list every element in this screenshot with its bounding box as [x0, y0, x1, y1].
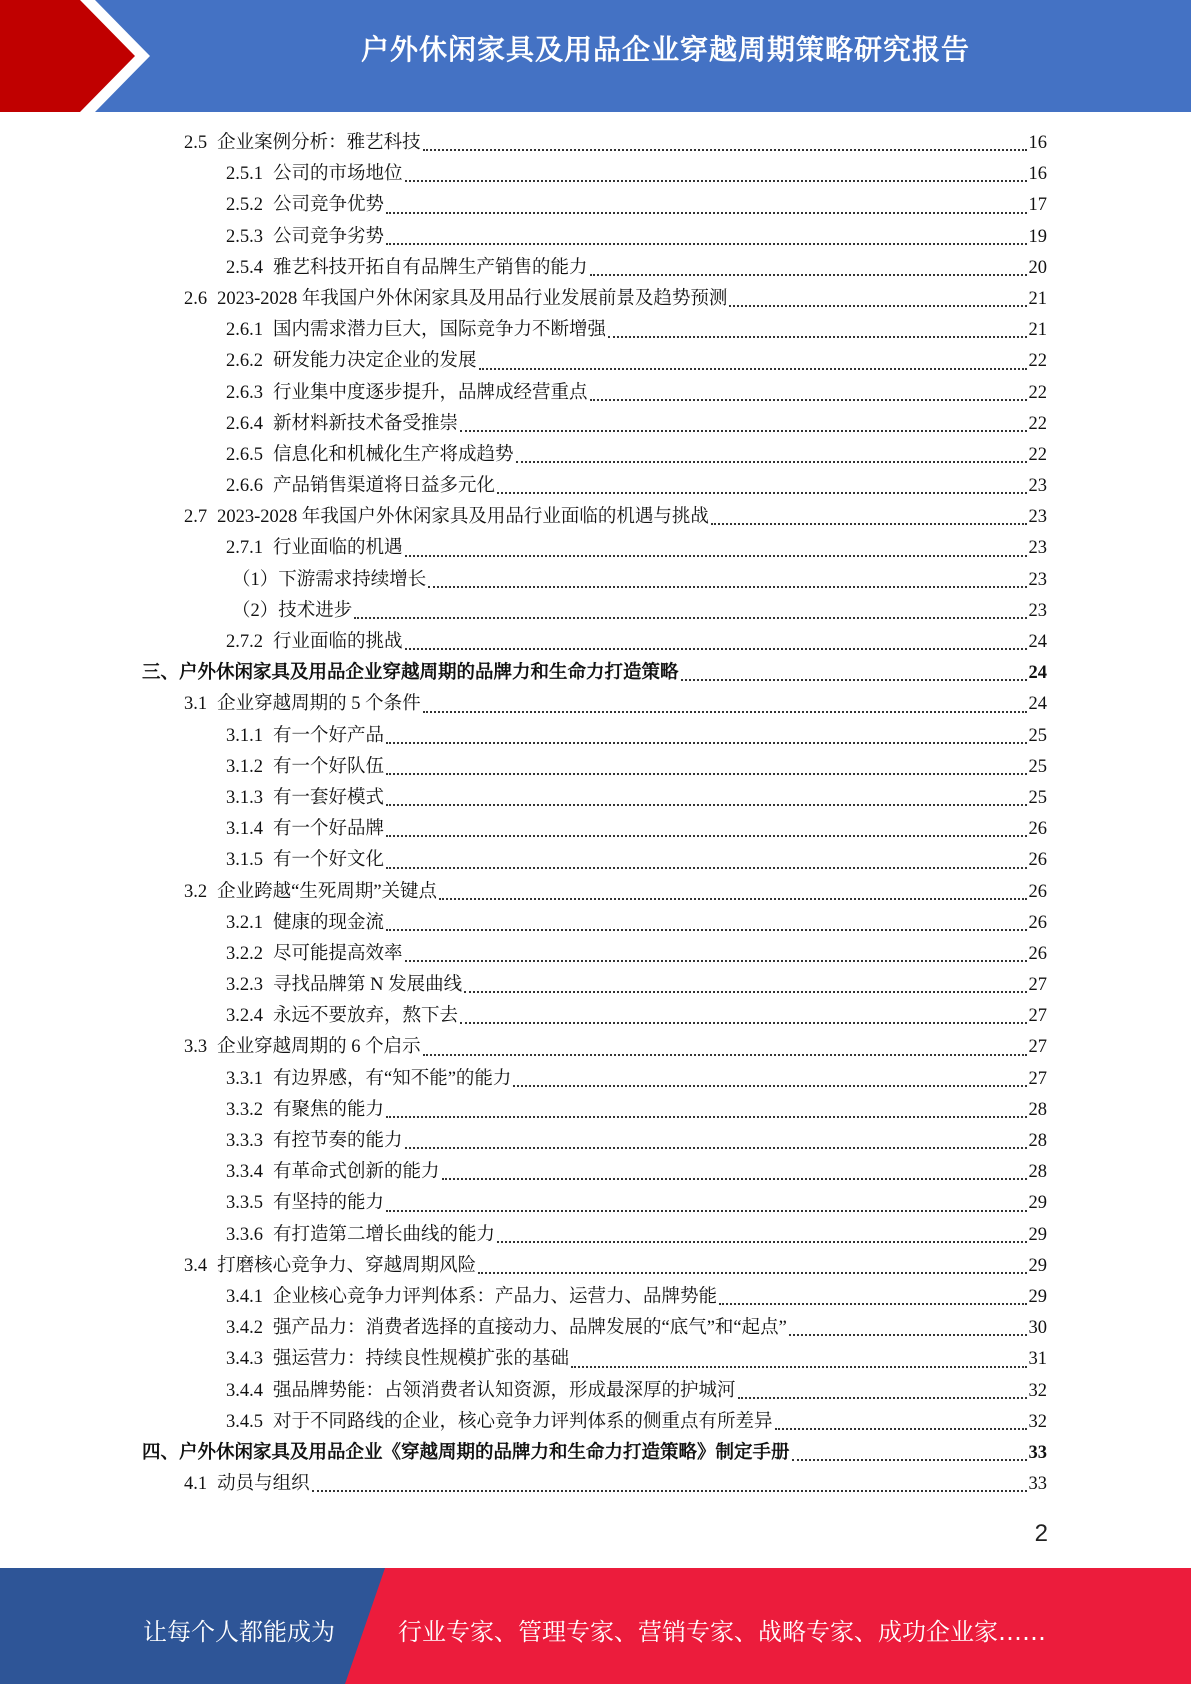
toc-entry-title: 2023-2028 年我国户外休闲家具及用品行业发展前景及趋势预测 — [217, 288, 728, 309]
toc-entry-number: 3.3.4 — [226, 1162, 263, 1183]
toc-entry-page: 20 — [1028, 257, 1047, 278]
toc-entry[interactable] — [142, 1469, 1047, 1500]
toc-entry[interactable] — [142, 1126, 1047, 1157]
toc-entry[interactable] — [142, 159, 1047, 190]
toc-entry-title: 公司竞争劣势 — [273, 226, 385, 247]
toc-entry-title: 尽可能提高效率 — [273, 943, 403, 964]
toc-entry-page: 26 — [1028, 819, 1047, 840]
toc-entry-title: 技术进步 — [278, 600, 353, 621]
toc-entry-number: 2.7 — [184, 507, 208, 528]
toc-entry-page: 28 — [1028, 1099, 1047, 1120]
toc-dot-leader — [497, 1241, 1026, 1243]
toc-entry-title: 企业案例分析：雅艺科技 — [217, 133, 421, 153]
toc-entry-page: 22 — [1028, 351, 1047, 372]
toc-entry-page: 23 — [1028, 600, 1047, 621]
toc-entry[interactable] — [142, 128, 1047, 159]
toc-entry-page: 21 — [1028, 288, 1047, 309]
toc-dot-leader — [792, 1459, 1027, 1461]
toc-entry-page: 28 — [1028, 1131, 1047, 1151]
toc-entry-title: 户外休闲家具及用品企业《穿越周期的品牌力和生命力打造策略》制定手册 — [179, 1442, 790, 1463]
toc-entry-page: 17 — [1028, 195, 1047, 216]
footer-slogan-right: 行业专家、管理专家、营销专家、战略专家、成功企业家…… — [398, 1618, 1046, 1646]
toc-entry-title: 对于不同路线的企业，核心竞争力评判体系的侧重点有所差异 — [273, 1411, 773, 1432]
toc-entry-number: 2.5.1 — [226, 164, 263, 185]
toc-entry-page: 32 — [1028, 1380, 1047, 1401]
toc-entry-title: 打磨核心竞争力、穿越周期风险 — [217, 1255, 477, 1276]
toc-entry-title: 行业面临的机遇 — [273, 538, 403, 559]
toc-entry-number: （2） — [232, 600, 279, 621]
page-footer — [0, 1568, 1191, 1684]
toc-entry[interactable] — [142, 222, 1047, 253]
toc-entry[interactable] — [142, 1344, 1047, 1375]
toc-entry-page: 27 — [1028, 1006, 1047, 1027]
toc-entry-page: 26 — [1028, 943, 1047, 964]
toc-entry-title: 有一个好文化 — [273, 850, 385, 871]
toc-entry-number: （1） — [232, 569, 279, 590]
toc-entry-number: 3.1.3 — [226, 787, 263, 808]
toc-entry-title: 有打造第二增长曲线的能力 — [273, 1224, 496, 1245]
page-header — [0, 0, 1191, 112]
toc-entry-title: 有一套好模式 — [273, 787, 385, 808]
toc-entry-number: 2.5 — [184, 133, 208, 153]
toc-entry-page: 29 — [1028, 1255, 1047, 1276]
toc-entry-title: 永远不要放弃，熬下去 — [273, 1006, 459, 1027]
toc-entry[interactable] — [142, 658, 1047, 689]
toc-dot-leader — [571, 1366, 1026, 1368]
toc-entry-title: 国内需求潜力巨大，国际竞争力不断增强 — [273, 320, 607, 341]
toc-entry[interactable] — [142, 471, 1047, 502]
toc-entry[interactable] — [142, 565, 1047, 596]
toc-entry[interactable] — [142, 346, 1047, 377]
toc-dot-leader — [789, 1334, 1027, 1336]
toc-dot-leader — [386, 243, 1026, 245]
toc-entry-page: 23 — [1028, 476, 1047, 497]
toc-entry-page: 16 — [1028, 164, 1047, 185]
toc-entry-page: 32 — [1028, 1411, 1047, 1432]
toc-dot-leader — [460, 1022, 1026, 1024]
toc-entry[interactable] — [142, 1282, 1047, 1313]
toc-entry-number: 2.6.4 — [226, 413, 263, 434]
toc-dot-leader — [386, 929, 1026, 931]
toc-entry-number: 2.7.1 — [226, 538, 263, 559]
toc-entry-page: 27 — [1028, 975, 1047, 996]
toc-dot-leader — [386, 773, 1026, 775]
toc-entry[interactable] — [142, 970, 1047, 1001]
toc-dot-leader — [386, 804, 1026, 806]
toc-dot-leader — [386, 742, 1026, 744]
toc-dot-leader — [423, 149, 1027, 151]
toc-entry-title: 寻找品牌第 N 发展曲线 — [273, 975, 463, 996]
toc-entry-page: 25 — [1028, 725, 1047, 746]
toc-dot-leader — [386, 835, 1026, 837]
toc-entry[interactable] — [142, 908, 1047, 939]
toc-dot-leader — [405, 648, 1027, 650]
footer-slogan-left: 让每个人都能成为 — [143, 1618, 335, 1646]
toc-entry-title: 下游需求持续增长 — [278, 569, 427, 590]
toc-entry-number: 3.1.1 — [226, 725, 263, 746]
toc-entry-page: 30 — [1028, 1318, 1047, 1339]
toc-dot-leader — [729, 305, 1026, 307]
toc-entry-number: 3.2.4 — [226, 1006, 263, 1027]
toc-entry-title: 信息化和机械化生产将成趋势 — [273, 444, 514, 465]
toc-entry-page: 26 — [1028, 850, 1047, 871]
header-chevron-decoration — [0, 0, 160, 112]
toc-dot-leader — [513, 1085, 1026, 1087]
toc-entry[interactable] — [142, 409, 1047, 440]
toc-entry-title: 产品销售渠道将日益多元化 — [273, 476, 496, 497]
toc-entry-title: 强产品力：消费者选择的直接动力、品牌发展的“底气”和“起点” — [273, 1318, 787, 1339]
toc-entry-number: 3.3.5 — [226, 1193, 263, 1214]
toc-entry-page: 27 — [1028, 1068, 1047, 1089]
toc-dot-leader — [405, 960, 1027, 962]
toc-entry-number: 3.2.2 — [226, 943, 263, 964]
toc-dot-leader — [478, 1272, 1026, 1274]
toc-dot-leader — [439, 898, 1026, 900]
toc-dot-leader — [354, 617, 1026, 619]
toc-entry[interactable] — [142, 1032, 1047, 1063]
toc-entry[interactable] — [142, 190, 1047, 221]
toc-dot-leader — [386, 1116, 1026, 1118]
toc-entry-title: 有聚焦的能力 — [273, 1099, 385, 1120]
toc-entry-page: 26 — [1028, 912, 1047, 933]
toc-entry-title: 行业集中度逐步提升，品牌成经营重点 — [273, 382, 588, 403]
toc-entry-number: 三、 — [142, 663, 180, 684]
toc-entry-number: 2.6.2 — [226, 351, 263, 372]
toc-entry-title: 有革命式创新的能力 — [273, 1162, 440, 1183]
toc-entry-title: 户外休闲家具及用品企业穿越周期的品牌力和生命力打造策略 — [179, 663, 679, 684]
toc-entry-number: 2.6.6 — [226, 476, 263, 497]
toc-dot-leader — [497, 492, 1026, 494]
toc-entry-page: 23 — [1028, 569, 1047, 590]
document-title: 户外休闲家具及用品企业穿越周期策略研究报告 — [360, 33, 970, 66]
toc-entry-page: 25 — [1028, 787, 1047, 808]
toc-entry-title: 企业核心竞争力评判体系：产品力、运营力、品牌势能 — [273, 1286, 718, 1307]
toc-entry-title: 2023-2028 年我国户外休闲家具及用品行业面临的机遇与挑战 — [217, 507, 709, 528]
toc-entry[interactable] — [142, 721, 1047, 752]
toc-entry[interactable] — [142, 1376, 1047, 1407]
toc-entry[interactable] — [142, 378, 1047, 409]
toc-entry-title: 企业穿越周期的 5 个条件 — [217, 694, 421, 715]
toc-entry-title: 企业穿越周期的 6 个启示 — [217, 1037, 421, 1058]
toc-entry-title: 强运营力：持续良性规模扩张的基础 — [273, 1349, 570, 1370]
toc-dot-leader — [428, 586, 1026, 588]
toc-entry-number: 2.5.2 — [226, 195, 263, 216]
toc-entry[interactable] — [142, 253, 1047, 284]
toc-entry-title: 有一个好品牌 — [273, 819, 385, 840]
toc-entry[interactable] — [142, 533, 1047, 564]
toc-dot-leader — [386, 1210, 1026, 1212]
toc-entry-page: 33 — [1028, 1474, 1047, 1495]
toc-dot-leader — [386, 212, 1026, 214]
toc-entry[interactable] — [142, 1407, 1047, 1438]
toc-entry-page: 24 — [1028, 663, 1047, 684]
toc-entry[interactable] — [142, 1001, 1047, 1032]
toc-entry-page: 22 — [1028, 413, 1047, 434]
toc-entry-number: 4.1 — [184, 1474, 208, 1495]
toc-entry-page: 28 — [1028, 1162, 1047, 1183]
toc-entry-page: 31 — [1028, 1349, 1047, 1370]
toc-dot-leader — [405, 1147, 1027, 1149]
toc-entry[interactable] — [142, 596, 1047, 627]
toc-entry[interactable] — [142, 1095, 1047, 1126]
toc-dot-leader — [738, 1397, 1027, 1399]
toc-entry-title: 公司竞争优势 — [273, 195, 385, 216]
toc-entry-title: 动员与组织 — [217, 1474, 310, 1495]
toc-entry-title: 研发能力决定企业的发展 — [273, 351, 477, 372]
toc-entry[interactable] — [142, 689, 1047, 720]
toc-entry[interactable] — [142, 877, 1047, 908]
toc-entry-number: 3.4.2 — [226, 1318, 263, 1339]
toc-entry-number: 3.1.4 — [226, 819, 263, 840]
toc-dot-leader — [405, 555, 1027, 557]
toc-entry-number: 3.2 — [184, 881, 208, 902]
toc-entry-page: 27 — [1028, 1037, 1047, 1058]
toc-entry-number: 3.3.2 — [226, 1099, 263, 1120]
toc-entry-title: 有边界感，有“知不能”的能力 — [273, 1068, 512, 1089]
toc-entry-title: 健康的现金流 — [273, 912, 385, 933]
toc-dot-leader — [312, 1490, 1027, 1492]
toc-entry-number: 3.4.3 — [226, 1349, 263, 1370]
toc-entry-number: 3.2.3 — [226, 975, 263, 996]
toc-entry-page: 33 — [1028, 1442, 1047, 1463]
toc-dot-leader — [590, 274, 1027, 276]
toc-dot-leader — [719, 1303, 1026, 1305]
toc-entry[interactable] — [142, 1157, 1047, 1188]
toc-entry[interactable] — [142, 502, 1047, 533]
toc-entry-page: 24 — [1028, 694, 1047, 715]
toc-dot-leader — [423, 1054, 1027, 1056]
toc-entry-number: 3.4.5 — [226, 1411, 263, 1432]
toc-dot-leader — [516, 461, 1027, 463]
toc-entry[interactable] — [142, 1064, 1047, 1095]
toc-entry-number: 3.4 — [184, 1255, 208, 1276]
toc-dot-leader — [608, 336, 1026, 338]
toc-dot-leader — [423, 711, 1027, 713]
toc-entry[interactable] — [142, 1188, 1047, 1219]
toc-entry-page: 25 — [1028, 756, 1047, 777]
toc-entry-title: 有一个好产品 — [273, 725, 385, 746]
toc-entry[interactable] — [142, 1438, 1047, 1469]
toc-entry[interactable] — [142, 939, 1047, 970]
toc-entry-number: 2.6.1 — [226, 320, 263, 341]
toc-entry-page: 23 — [1028, 507, 1047, 528]
toc-entry-number: 3.3 — [184, 1037, 208, 1058]
toc-entry-number: 3.1 — [184, 694, 208, 715]
toc-dot-leader — [460, 430, 1026, 432]
page-number: 2 — [1034, 1520, 1048, 1547]
toc-entry[interactable] — [142, 440, 1047, 471]
toc-entry-number: 3.1.2 — [226, 756, 263, 777]
toc-entry-title: 公司的市场地位 — [273, 164, 403, 185]
toc-entry-page: 26 — [1028, 881, 1047, 902]
toc-entry-number: 3.3.6 — [226, 1224, 263, 1245]
toc-entry[interactable] — [142, 845, 1047, 876]
toc-entry-title: 有一个好队伍 — [273, 756, 385, 777]
toc-entry-number: 2.5.4 — [226, 257, 263, 278]
toc-dot-leader — [442, 1178, 1027, 1180]
toc-entry-number: 2.6 — [184, 288, 208, 309]
toc-entry[interactable] — [142, 627, 1047, 658]
toc-entry[interactable] — [142, 284, 1047, 315]
toc-entry[interactable] — [142, 1220, 1047, 1251]
toc-entry[interactable] — [142, 315, 1047, 346]
toc-entry-title: 新材料新技术备受推崇 — [273, 413, 459, 434]
toc-entry-page: 22 — [1028, 444, 1047, 465]
toc-dot-leader — [405, 180, 1027, 182]
toc-entry-number: 2.6.3 — [226, 382, 263, 403]
toc-entry-number: 3.2.1 — [226, 912, 263, 933]
toc-entry-page: 24 — [1028, 632, 1047, 652]
toc-dot-leader — [386, 867, 1026, 869]
toc-entry[interactable] — [142, 752, 1047, 783]
toc-entry-page: 19 — [1028, 226, 1047, 247]
toc-entry-page: 29 — [1028, 1286, 1047, 1307]
toc-entry-number: 3.4.4 — [226, 1380, 263, 1401]
toc-entry-page: 21 — [1028, 320, 1047, 341]
toc-entry-number: 3.1.5 — [226, 850, 263, 871]
toc-entry-number: 3.4.1 — [226, 1286, 263, 1307]
toc-entry-number: 2.7.2 — [226, 632, 263, 652]
toc-entry-page: 16 — [1028, 133, 1047, 153]
toc-entry[interactable] — [142, 783, 1047, 814]
toc-entry-page: 23 — [1028, 538, 1047, 559]
toc-dot-leader — [775, 1428, 1027, 1430]
toc-entry-title: 有坚持的能力 — [273, 1193, 385, 1214]
toc-entry-number: 2.6.5 — [226, 444, 263, 465]
toc-entry[interactable] — [142, 1313, 1047, 1344]
toc-entry-number: 2.5.3 — [226, 226, 263, 247]
toc-dot-leader — [681, 679, 1027, 681]
toc-entry-page: 29 — [1028, 1193, 1047, 1214]
toc-entry-title: 行业面临的挑战 — [273, 632, 403, 652]
toc-dot-leader — [711, 523, 1027, 525]
toc-entry-number: 四、 — [142, 1442, 180, 1463]
toc-entry-title: 企业跨越“生死周期”关键点 — [217, 881, 438, 902]
toc-entry-page: 22 — [1028, 382, 1047, 403]
table-of-contents — [142, 128, 1047, 1500]
toc-entry-number: 3.3.3 — [226, 1131, 263, 1151]
toc-entry-title: 强品牌势能：占领消费者认知资源，形成最深厚的护城河 — [273, 1380, 736, 1401]
toc-entry[interactable] — [142, 814, 1047, 845]
toc-entry[interactable] — [142, 1251, 1047, 1282]
toc-entry-title: 有控节奏的能力 — [273, 1131, 403, 1151]
toc-dot-leader — [590, 399, 1027, 401]
toc-dot-leader — [479, 368, 1027, 370]
toc-entry-title: 雅艺科技开拓自有品牌生产销售的能力 — [273, 257, 588, 278]
toc-entry-page: 29 — [1028, 1224, 1047, 1245]
toc-entry-number: 3.3.1 — [226, 1068, 263, 1089]
toc-dot-leader — [464, 991, 1026, 993]
